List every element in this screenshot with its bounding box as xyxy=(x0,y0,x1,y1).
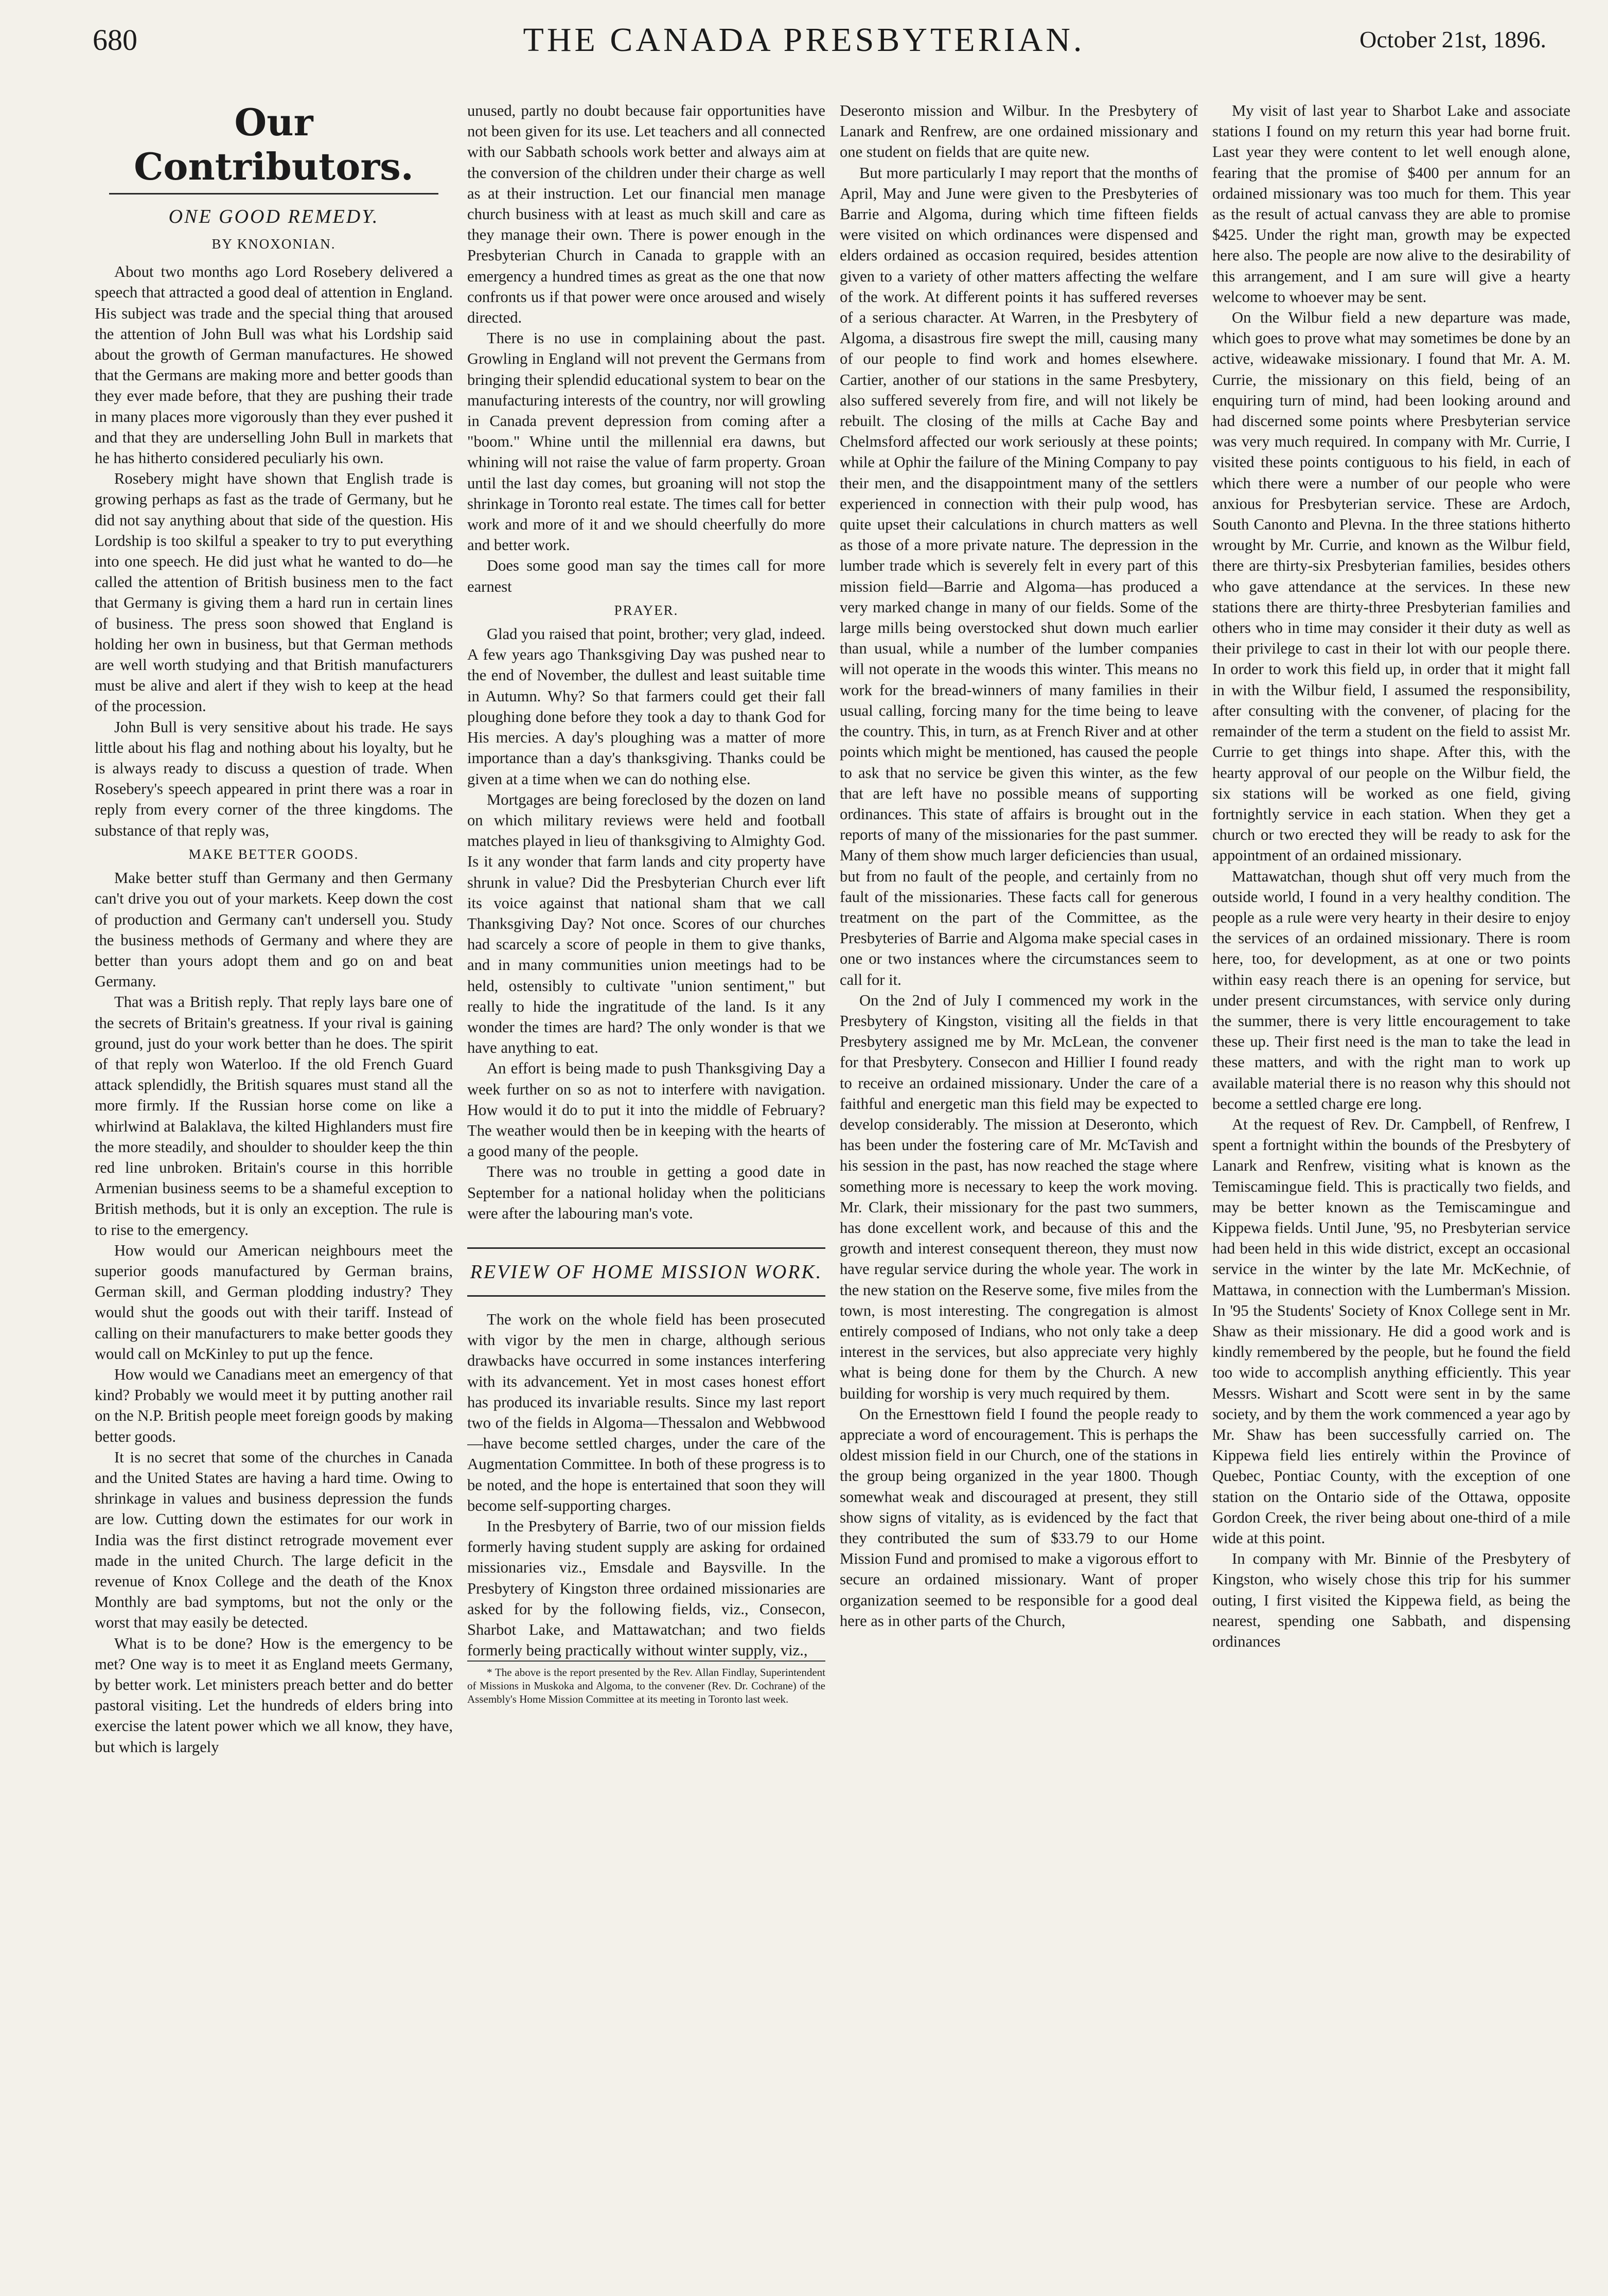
paragraph: Mattawatchan, though shut off very much from the outside world, I found in a very healthy condition. The people as a rule were very hearty in their desire to enjoy the services of an ordained missionary. There is room here, too, for development, as at one or two points within easy reach there is an opening for service, but under present circumstances, with service only during the summer, there is very little encouragement to take these up. Their first need is the man to take the lead in these matters, and with the right man to work up available material there is no reason why this should not become a settled charge ere long. xyxy=(1212,867,1570,1112)
paragraph: An effort is being made to push Thanksgiving Day a week further on so as not to interfere with navigation. How would it do to put it into the middle of February? The weather would then be in keeping with the hearts of a good many of the people. xyxy=(467,1059,825,1160)
column-1 xyxy=(95,100,453,2270)
paragraph: How would our American neighbours meet the superior goods manufactured by German brains, German skill, and German plodding industry? They would shut the goods out with their tariff. Instead of calling on their manufacturers to make better goods they would call on McKinley to put up the fence. xyxy=(95,1241,453,1363)
paragraph: unused, partly no doubt because fair opportunities have not been given for its use. Let teachers and all connected with our Sabbath schools work better and always aim at the conversion of the children under their charge as well as at their instruction. Let our financial men manage church business with at least as much skill and care as they manage their own. There is power enough in the Presbyterian Church in Canada to grapple with an emergency a hundred times as great as the one that now confronts us if that power were once aroused and wisely directed. xyxy=(467,102,825,327)
paragraph: In the Presbytery of Barrie, two of our mission fields formerly having student supply are asking for ordained missionaries viz., Emsdale and Baysville. In the Presbytery of Kingston three ordained missionaries are asked for by the following fields, viz., Consecon, Sharbot Lake, and Mattawatchan; and two fields formerly being practically without winter supply, viz., xyxy=(467,1517,825,1659)
byline: BY KNOXONIAN. xyxy=(211,236,336,252)
paragraph: It is no secret that some of the churches in Canada and the United States are having a hard time. Owing to shrinkage in values and business depression the funds are low. Cutting down the estimates for our work in India was the first distinct retrograde movement ever made in the united Church. The large deficit in the revenue of Knox College and the death of the Knox Monthly are bad symptoms, but not the only or the worst that may easily be detected. xyxy=(95,1448,453,1632)
column-2 xyxy=(467,100,825,2270)
paragraph: In company with Mr. Binnie of the Presbytery of Kingston, who wisely chose this trip for his summer outing, I first visited the Kippewa field, as being the nearest, spending one Sabbath, and dispensing ordinances xyxy=(1212,1550,1570,1651)
page-number: 680 xyxy=(93,23,137,57)
paragraph: On the Wilbur field a new departure was made, which goes to prove what may sometimes be done by an active, wideawake missionary. I found that Mr. A. M. Currie, the missionary on this field, being of an enquiring turn of mind, had been looking around and had discerned some points where Presbyterian service was very much required. In company with Mr. Currie, I visited these points contiguous to his field, in each of which there were a number of our people who were anxious for Presbyterian service. These are Ardoch, South Canonto and Plevna. In the three stations hitherto wrought by Mr. Currie, and known as the Wilbur field, there are thirty-six Presbyterian families, besides others who gave attendance at the services. In these new stations there are thirty-three Presbyterian families and others who in time may consider it their duty as well as their privilege to cast in their lot with our people there. In order to work this field up, in order that it might fall in with the Wilbur field, I assumed the responsibility, after consulting with the convener, of placing for the remainder of the term a student on the field to assist Mr. Currie to get things into shape. After this, with the hearty approval of our people on the Wilbur field, the six stations will be worked as one field, giving fortnightly service in each station. When they get a church or two erected they will be ready to ask for the appointment of an ordained missionary. xyxy=(1212,309,1570,864)
page-header xyxy=(0,0,1608,77)
paragraph: Mortgages are being foreclosed by the dozen on land on which military reviews were held and football matches played in lieu of thanksgiving to Almighty God. Is it any wonder that farm lands and city property have shrunk in value? Did the Presbyterian Church ever lift its voice against that national sham that we call Thanksgiving Day? Not once. Scores of our churches had scarcely a score of people in them to give thanks, and in many communities union meetings had to be held, ostensibly to cultivate "union sentiment," but really to hide the ingratitude of the land. Is it any wonder the times are hard? The only wonder is that we have anything to eat. xyxy=(467,790,825,1057)
paragraph: John Bull is very sensitive about his trade. He says little about his flag and nothing about his loyalty, but he is always ready to discuss a question of trade. When Rosebery's speech appeared in print there was a roar in reply from every corner of the three kingdoms. The substance of that reply was, xyxy=(95,718,453,839)
subheading: MAKE BETTER GOODS. xyxy=(188,846,359,862)
paragraph: About two months ago Lord Rosebery delivered a speech that attracted a good deal of attention in England. His subject was trade and the special thing that aroused the attention of John Bull was what his Lordship said about the growth of German manufactures. He showed that the Germans are making more and better goods than they ever made before, that they are pushing their trade in many places more vigorously than they ever pushed it and that they are underselling John Bull in markets that he has hitherto considered peculiarly his own. xyxy=(95,263,453,467)
paragraph: There is no use in complaining about the past. Growling in England will not prevent the Germans from bringing their splendid educational system to bear on the manufacturing interests of the country, nor will growling in Canada prevent depression from coming after a "boom." Whine until the millennial era dawns, but whining will not raise the value of farm property. Groan until the last day comes, but groaning will not stop the shrinkage in Toronto real estate. The times call for better work and more of it and we should cheerfully do more and better work. xyxy=(467,329,825,554)
article-title: ONE GOOD REMEDY. xyxy=(168,206,379,227)
footnote: * The above is the report presented by the Rev. Allan Findlay, Superintendent of Missions in Muskoka and Algoma, to the convener (Rev. Dr. Cochrane) of the Assembly's Home Mission Committee at its meeting in Toronto last week. xyxy=(467,1661,825,1706)
paragraph: But more particularly I may report that the months of April, May and June were given to the Presbyteries of Barrie and Algoma, during which time fifteen fields were visited on which ordinances were dispensed and elders ordained as occasion required, besides attention given to a variety of other matters affecting the welfare of the work. At different points it has suffered reverses of a serious character. At Warren, in the Presbytery of Algoma, a disastrous fire swept the mill, causing many of our people to find work and homes elsewhere. Cartier, another of our stations in the same Presbytery, also suffered severely from fire, and will not likely be rebuilt. The closing of the mills at Cache Bay and Chelmsford affected our work seriously at these points; while at Ophir the failure of the Mining Company to pay their men, and the disappointment many of the settlers experienced in connection with their pulp wood, has quite upset their calculations in church matters as well as those of a more private nature. The depression in the lumber trade which is severely felt in every part of this mission field—Barrie and Algoma—has produced a very marked change in many of our fields. Some of the large mills being overstocked shut down much earlier than usual, while a number of the lumber companies will not operate in the woods this winter. This means no work for the bread-winners of many families in their usual calling, forcing many for the time being to leave the country. This, in turn, as at French River and at other points which might be mentioned, has caused the people to ask that no service be given this winter, as the few that are left have no possible means of supporting ordinances. This state of affairs is brought out in the reports of many of the missionaries for the past summer. Many of them show much larger deficiencies than usual, but from no fault of the people, and certainly from no fault of the missionaries. These facts call for generous treatment on the part of the Committee, as the Presbyteries of Barrie and Algoma make special cases in one or two instances where the circumstances seem to call for it. xyxy=(840,164,1198,988)
issue-date: October 21st, 1896. xyxy=(1359,26,1546,52)
paragraph: Does some good man say the times call for more earnest xyxy=(467,557,825,595)
paragraph: Rosebery might have shown that English trade is growing perhaps as fast as the trade of Germany, but he did not say anything about that side of the question. His Lordship is too skilful a speaker to try to put everything into one speech. He did just what he wanted to do—he called the attention of British business men to the fact that Germany is giving them a hard run in certain lines of business. The press soon showed that England is holding her own in business, but that German methods are well worth studying and that British manufacturers must be alive and alert if they wish to keep at the head of the procession. xyxy=(95,470,453,715)
paragraph: Deseronto mission and Wilbur. In the Presbytery of Lanark and Renfrew, are one ordained missionary and one student on fields that are quite new. xyxy=(840,102,1198,161)
paragraph: There was no trouble in getting a good date in September for a national holiday when the politicians were after the labouring man's vote. xyxy=(467,1163,825,1222)
paragraph: The work on the whole field has been prosecuted with vigor by the men in charge, although serious drawbacks have occurred in some instances interfering with its advancement. Yet in most cases honest effort has produced its invariable results. Since my last report two of the fields in Algoma—Thessalon and Webbwood—have become settled charges, under the care of the Augmentation Committee. In both of these progress is to be noted, and the hope is entertained that soon they will become self-supporting charges. xyxy=(467,1310,825,1514)
subheading: PRAYER. xyxy=(614,602,679,618)
section-heading: Our Contributors. xyxy=(134,100,414,188)
paragraph: On the 2nd of July I commenced my work in the Presbytery of Kingston, visiting all the fields in that Presbytery assigned me by Mr. McLean, the convener for that Presbytery. Consecon and Hillier I found ready to receive an ordained missionary. Under the care of a faithful and energetic man this field may be expected to develop considerably. The mission at Deseronto, which has been under the fostering care of Mr. McTavish and his session in the past, has now reached the stage where something more is necessary to keep the work moving. Mr. Clark, their missionary for the past two summers, has done excellent work, and because of this and the growth and interest consequent thereon, they must now have regular service during the whole year. The work in the new station on the Reserve some, five miles from the town, is most interesting. The congregation is almost entirely composed of Indians, who not only take a deep interest in the services, but also appreciate very highly what is being done for them by the Church. A new building for worship is very much required by them. xyxy=(840,991,1198,1402)
paragraph: What is to be done? How is the emergency to be met? One way is to meet it as England meets Germany, by better work. Let ministers preach better and do better pastoral visiting. Let the hundreds of elders bring into exercise the latent power which we all know, they have, but which is largely xyxy=(95,1634,453,1756)
paragraph: Glad you raised that point, brother; very glad, indeed. A few years ago Thanksgiving Day was pushed near to the end of November, the dullest and least suitable time in Autumn. Why? So that farmers could get their fall ploughing done before they took a day to thank God for His mercies. A day's ploughing was a matter of more importance than a day's thanksgiving. Thanks could be given at a time when we can do nothing else. xyxy=(467,625,825,788)
paragraph: On the Ernesttown field I found the people ready to appreciate a word of encouragement. This is perhaps the oldest mission field in our Church, one of the stations in the group being organized in the year 1800. Though somewhat weak and discouraged at present, they still show signs of vitality, as is evidenced by the fact that they contributed the sum of $33.79 to our Home Mission Fund and promised to make a vigorous effort to secure an ordained missionary. Want of proper organization seemed to be responsible for a good deal here as in other parts of the Church, xyxy=(840,1405,1198,1630)
masthead: THE CANADA PRESBYTERIAN. xyxy=(523,21,1085,59)
article-title: REVIEW OF HOME MISSION WORK. xyxy=(470,1261,823,1283)
divider xyxy=(109,193,438,195)
paragraph: My visit of last year to Sharbot Lake and associate stations I found on my return this year had borne fruit. Last year they were content to let well enough alone, fearing that the promise of $400 per annum for an ordained missionary was too much for them. This year as the result of actual canvass they are able to promise $425. Under the right man, growth may be expected here also. The people are now alive to the desirability of this arrangement, and I am sure will give a hearty welcome to whoever may be sent. xyxy=(1212,102,1570,306)
paragraph: That was a British reply. That reply lays bare one of the secrets of Britain's greatness. If your rival is gaining ground, just do your work better than he does. The spirit of that reply won Waterloo. If the old French Guard attack splendidly, the British squares must stand all the more firmly. If the Russian horse come on like a whirlwind at Balaklava, the kilted Highlanders must fire the more steadily, and shoulder to shoulder keep the thin red line unbroken. Britain's course in this horrible Armenian business seems to be a shameful exception to British methods, but it is only an exception. The rule is to rise to the emergency. xyxy=(95,993,453,1239)
paragraph: Make better stuff than Germany and then Germany can't drive you out of your markets. Keep down the cost of production and Germany can't undersell you. Study the business methods of Germany and where they are better than yours adopt them and go on and beat Germany. xyxy=(95,869,453,991)
column-4 xyxy=(1212,100,1570,2270)
column-3 xyxy=(840,100,1198,2270)
article-title-box xyxy=(467,1247,825,1297)
paragraph: At the request of Rev. Dr. Campbell, of Renfrew, I spent a fortnight within the bounds of the Presbytery of Lanark and Renfrew, visiting what is known as the Temiscamingue field. This is practically two fields, and may be better known as the Temiscamingue and Kippewa fields. Until June, '95, no Presbyterian service had been held in this wide district, except an occasional service in the winter by the late Mr. McKechnie, of Mattawa, in connection with the Lumberman's Mission. In '95 the Students' Society of Knox College sent in Mr. Shaw as their missionary. He did a good work and is kindly remembered by the people, but he found the field too wide to accomplish anything efficiently. This year Messrs. Wishart and Scott were sent in by the same society, and by them the work commenced a year ago by Mr. Shaw has been successfully carried on. The Kippewa field lies entirely within the Province of Quebec, Pontiac County, with the exception of one station on the Ontario side of the Ottawa, opposite Gordon Creek, the river being about one-third of a mile wide at this point. xyxy=(1212,1115,1570,1547)
paragraph: How would we Canadians meet an emergency of that kind? Probably we would meet it by putting another rail on the N.P. British people meet foreign goods by making better goods. xyxy=(95,1365,453,1445)
